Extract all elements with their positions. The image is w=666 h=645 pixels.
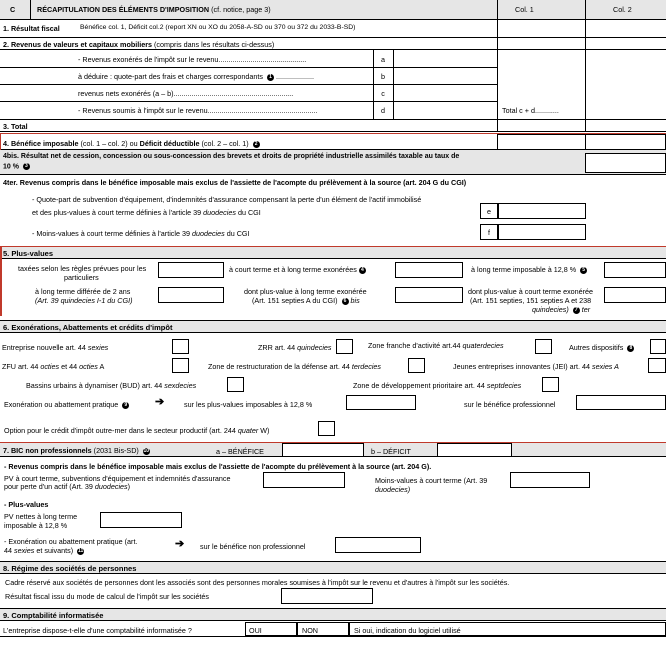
s6-r1-b: ZRR art. 44 quindecies bbox=[258, 343, 332, 352]
info-badge-icon: 11 bbox=[77, 547, 84, 554]
s9-non: NON bbox=[302, 626, 318, 635]
s4ter-letter-e: e bbox=[487, 207, 491, 216]
info-badge-icon: 10 bbox=[143, 447, 150, 454]
s7-label: 7. BIC non professionnels (2031 Bis-SD) 10 bbox=[3, 446, 150, 455]
s9-oui: OUI bbox=[249, 626, 262, 635]
s6-r1-c-checkbox[interactable] bbox=[535, 339, 552, 354]
col1-header: Col. 1 bbox=[515, 5, 534, 14]
s4ter-f-input[interactable] bbox=[498, 224, 586, 240]
s6-r4-b-input[interactable] bbox=[346, 395, 416, 410]
s7-pvn1: PV nettes à long terme bbox=[4, 512, 78, 521]
s8-header: 8. Régime des sociétés de personnes bbox=[0, 561, 666, 574]
s2-row-b: à déduire : quote-part des frais et charges correspondants 1 ................... bbox=[78, 72, 314, 81]
s6-r4-b: sur les plus-values imposables à 12,8 % bbox=[184, 400, 313, 409]
s5-header: 5. Plus-values bbox=[0, 246, 666, 259]
section-code: C bbox=[10, 5, 16, 14]
s3-label: 3. Total bbox=[3, 122, 28, 131]
s8-line: Cadre réservé aux sociétés de personnes dont les associés sont des personnes morales soumises à l'impôt sur le revenu et d'autres à l'impôt sur les sociétés. bbox=[5, 578, 510, 587]
s6-r1-d-checkbox[interactable] bbox=[650, 339, 666, 354]
s5-b-input[interactable] bbox=[395, 262, 463, 278]
s5-f2: (Art. 151 septies, 151 septies A et 238 bbox=[470, 296, 592, 305]
s2-row-a: - Revenus exonérés de l'impôt sur le revenu............................................ bbox=[78, 55, 307, 64]
s6-header: 6. Exonérations, Abattements et crédits d'impôt bbox=[0, 320, 666, 333]
s5-b1: à court terme et à long terme exonérées 4 bbox=[229, 265, 366, 274]
s2-letter-a: a bbox=[381, 55, 385, 64]
s5-a1: taxées selon les règles prévues pour les bbox=[18, 264, 147, 273]
s4ter-letter-f: f bbox=[488, 228, 490, 237]
s7-pv1: PV à court terme, subventions d'équipement et indemnités d'assurance bbox=[4, 474, 231, 483]
s1-text: Bénéfice col. 1, Déficit col.2 (report XN ou XO du 2058-A-SD ou 370 ou 372 du 2033-B-SD) bbox=[80, 24, 356, 31]
s4-col2-input[interactable] bbox=[585, 134, 666, 150]
arrow-right-icon: ➔ bbox=[155, 396, 165, 408]
s2-letter-b: b bbox=[381, 72, 385, 81]
s4bis-input[interactable] bbox=[585, 153, 666, 173]
s6-r4-c: sur le bénéfice professionnel bbox=[464, 400, 556, 409]
info-badge-icon: 6 bbox=[342, 298, 349, 305]
s6-r4-c-input[interactable] bbox=[576, 395, 666, 410]
s6-r4-a: Exonération ou abattement pratique 9 bbox=[4, 400, 129, 409]
s5-e2: (Art. 151 septies A du CGI) 6 bis bbox=[252, 296, 360, 305]
s4ter-label: 4ter. Revenus compris dans le bénéfice imposable mais exclus de l'assiette de l'acompte du prélèvement à la source (art. 204 G du CGI) bbox=[3, 178, 467, 187]
s6-r2-b: Zone de restructuration de la défense art. 44 terdecies bbox=[208, 362, 382, 371]
s9-question: L'entreprise dispose-t-elle d'une comptabilité informatisée ? bbox=[3, 626, 192, 635]
s4-col1-input[interactable] bbox=[497, 134, 586, 150]
s2-row-d: - Revenus soumis à l'impôt sur le revenu....................................................... bbox=[78, 106, 318, 115]
s5-f1: dont plus-value à court terme exonérée bbox=[468, 287, 594, 296]
s6-r2-c-checkbox[interactable] bbox=[648, 358, 666, 373]
s6-r1-c: Zone franche d'activité art.44 quaterdecies bbox=[368, 341, 504, 350]
s9-header: 9. Comptabilité informatisée bbox=[0, 608, 666, 621]
s7-b-input[interactable] bbox=[437, 443, 512, 457]
s8-res: Résultat fiscal issu du mode de calcul de l'impôt sur les sociétés bbox=[5, 592, 209, 601]
s6-r2-a-checkbox[interactable] bbox=[172, 358, 189, 373]
s7-ex2: 44 sexies et suivants) 11 bbox=[4, 546, 84, 555]
s5-d2: (Art. 39 quindecies I-1 du CGI) bbox=[35, 296, 133, 305]
s7-a-input[interactable] bbox=[282, 443, 364, 457]
s7-pv2: pour perte d'un actif (Art. 39 duodecies) bbox=[4, 482, 131, 491]
s4ter-row1b: et des plus-values à court terme définies à l'article 39 duodecies du CGI bbox=[32, 208, 261, 217]
s7-pv-input[interactable] bbox=[263, 472, 345, 488]
s6-r3-a-checkbox[interactable] bbox=[227, 377, 244, 392]
s6-r1-a: Entreprise nouvelle art. 44 sexies bbox=[2, 343, 109, 352]
s6-r2-a: ZFU art. 44 octies et 44 octies A bbox=[2, 362, 105, 371]
s6-r2-b-checkbox[interactable] bbox=[408, 358, 425, 373]
s5-f-input[interactable] bbox=[604, 287, 666, 303]
s5-d-input[interactable] bbox=[158, 287, 224, 303]
s6-r1-b-checkbox[interactable] bbox=[336, 339, 353, 354]
s6-r3-a: Bassins urbains à dynamiser (BUD) art. 44 sexdecies bbox=[26, 381, 197, 390]
s7-ex3: sur le bénéfice non professionnel bbox=[200, 542, 306, 551]
s5-e1: dont plus-value à long terme exonérée bbox=[244, 287, 367, 296]
s1-label: 1. Résultat fiscal bbox=[3, 24, 60, 33]
s5-f3: quindecies) 7 ter bbox=[532, 305, 591, 314]
s2-row-c: revenus nets exonérés (a – b)............................................................ bbox=[78, 89, 294, 98]
s1-col1-input[interactable] bbox=[498, 20, 584, 36]
s4ter-row2: - Moins-values à court terme définies à l'article 39 duodecies du CGI bbox=[32, 229, 250, 238]
s6-r5-checkbox[interactable] bbox=[318, 421, 335, 436]
s8-res-input[interactable] bbox=[281, 588, 373, 604]
s7-mv1: Moins-values à court terme (Art. 39 bbox=[375, 476, 488, 485]
s4-label: 4. Bénéfice imposable (col. 1 – col. 2) ou Déficit déductible (col. 2 – col. 1) 2 bbox=[3, 139, 260, 148]
s4bis-line2: 10 % 3 bbox=[3, 163, 30, 170]
info-badge-icon: 9 bbox=[122, 402, 129, 409]
s5-d1: à long terme différée de 2 ans bbox=[35, 287, 131, 296]
info-badge-icon: 5 bbox=[580, 267, 587, 274]
s2-total-cd: Total c + d............ bbox=[502, 106, 559, 115]
s5-c1: à long terme imposable à 12,8 % 5 bbox=[471, 265, 587, 274]
s4ter-row1a: - Quote-part de subvention d'équipement, d'indemnités d'assurance compensant la perte d'un élément de l'actif immobilisé bbox=[32, 195, 422, 204]
s4ter-e-input[interactable] bbox=[498, 203, 586, 219]
s7-ex-input[interactable] bbox=[335, 537, 421, 553]
s7-pvn-input[interactable] bbox=[100, 512, 182, 528]
s7-pvn2: imposable à 12,8 % bbox=[4, 521, 68, 530]
info-badge-icon: 4 bbox=[359, 267, 366, 274]
info-badge-icon: 8 bbox=[627, 345, 634, 352]
col2-header: Col. 2 bbox=[613, 5, 632, 14]
s7-mv2: duodecies) bbox=[375, 485, 411, 494]
page-title: RÉCAPITULATION DES ÉLÉMENTS D'IMPOSITION (cf. notice, page 3) bbox=[37, 5, 271, 14]
s2-letter-c: c bbox=[381, 89, 385, 98]
s7-b: b – DÉFICIT bbox=[371, 447, 411, 456]
info-badge-icon: 2 bbox=[253, 141, 260, 148]
s6-r1-a-checkbox[interactable] bbox=[172, 339, 189, 354]
arrow-right-icon: ➔ bbox=[175, 538, 185, 550]
s6-r2-c: Jeunes entreprises innovantes (JEI) art. 44 sexies A bbox=[453, 362, 619, 371]
s7-mv-input[interactable] bbox=[510, 472, 590, 488]
s6-r3-b-checkbox[interactable] bbox=[542, 377, 559, 392]
s7-sub2: - Plus-values bbox=[4, 500, 49, 509]
s6-r1-d: Autres dispositifs 8 bbox=[569, 343, 634, 352]
s5-c-input[interactable] bbox=[604, 262, 666, 278]
s4bis-line1: 4bis. Résultat net de cession, concession ou sous-concession des brevets et droits de propriété industrielle assimilés taxable au taux de bbox=[3, 153, 460, 160]
s2-label: 2. Revenus de valeurs et capitaux mobiliers (compris dans les résultats ci-dessus) bbox=[3, 40, 275, 49]
s7-a: a – BÉNÉFICE bbox=[216, 447, 264, 456]
info-badge-icon: 1 bbox=[267, 74, 274, 81]
s9-si: Si oui, indication du logiciel utilisé bbox=[354, 626, 461, 635]
s5-a-input[interactable] bbox=[158, 262, 224, 278]
info-badge-icon: 3 bbox=[23, 163, 30, 170]
s2-letter-d: d bbox=[381, 106, 385, 115]
s5-e-input[interactable] bbox=[395, 287, 463, 303]
s5-a2: particuliers bbox=[64, 273, 99, 282]
s7-sub1: - Revenus compris dans le bénéfice imposable mais exclus de l'assiette de l'acompte du prélèvement à la source (art. 204 G). bbox=[4, 462, 432, 471]
s7-ex1: - Exonération ou abattement pratique (art. bbox=[4, 537, 138, 546]
info-badge-icon: 7 bbox=[573, 307, 580, 314]
s6-r5: Option pour le crédit d'impôt outre-mer dans le secteur productif (art. 244 quater W) bbox=[4, 426, 270, 435]
s6-r3-b: Zone de développement prioritaire art. 44 septdecies bbox=[353, 381, 522, 390]
